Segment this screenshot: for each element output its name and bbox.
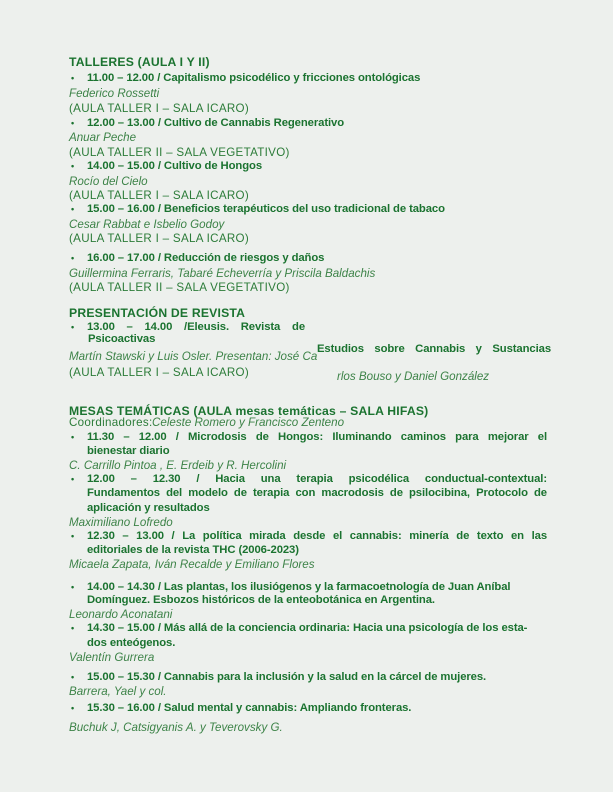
event-line: 14.00 – 15.00 / Cultivo de Hongos <box>87 160 263 172</box>
bullet-icon: • <box>71 431 75 442</box>
event-line: 15.00 – 16.00 / Beneficios terapéuticos del uso tradicional de tabaco <box>87 203 445 215</box>
speakers-line: rlos Bouso y Daniel González <box>337 369 490 383</box>
bullet-icon: • <box>71 117 75 128</box>
speakers-line: Maximiliano Lofredo <box>69 515 173 529</box>
bullet-icon: • <box>71 161 75 171</box>
speakers-line: Martín Stawski y Luis Osler. Presentan: José Ca <box>69 349 318 363</box>
bullet-icon: • <box>71 204 75 214</box>
venue-line: (AULA TALLER II – SALA VEGETATIVO) <box>69 281 290 294</box>
event-line: 11.30 – 12.00 / Microdosis de Hongos: Iluminando caminos para mejorar el <box>87 430 547 443</box>
speakers-line: C. Carrillo Pintoa , E. Erdeib y R. Hercolini <box>69 459 287 472</box>
venue-line: (AULA TALLER I – SALA ICARO) <box>69 189 250 202</box>
event-line-cont: editoriales de la revista THC (2006-2023) <box>87 544 299 556</box>
event-line: 12.30 – 13.00 / La política mirada desde el cannabis: minería de texto en las <box>87 530 547 542</box>
event-line: 13.00 – 14.00 /Eleusis. Revista de <box>87 320 305 333</box>
venue-line: (AULA TALLER I – SALA ICARO) <box>69 102 250 115</box>
section-title: MESAS TEMÁTICAS (AULA mesas temáticas – SALA HIFAS) <box>69 404 429 418</box>
speakers-line: Barrera, Yael y col. <box>69 684 167 698</box>
event-line-cont: aplicación y resultados <box>87 501 210 514</box>
event-line: 14.30 – 15.00 / Más allá de la conciencia ordinaria: Hacia una psicología de los esta- <box>87 622 528 634</box>
event-line: 11.00 – 12.00 / Capitalismo psicodélico y fricciones ontológicas <box>87 72 421 84</box>
section-title: TALLERES (AULA I Y II) <box>69 55 210 69</box>
event-line-cont: Fundamentos del modelo de terapia con macrodosis de psilocibina, Protocolo de <box>87 487 547 499</box>
bullet-icon: • <box>71 531 75 541</box>
speakers-line: Micaela Zapata, Iván Recalde y Emiliano Flores <box>69 558 315 571</box>
speakers-line: Rocío del Cielo <box>69 174 148 188</box>
event-line: 12.00 – 12.30 / Hacia una terapia psicodélica conductual-contextual: <box>87 473 547 485</box>
speakers-line: Federico Rossetti <box>69 87 160 100</box>
event-line-cont: dos enteógenos. <box>87 636 176 649</box>
bullet-icon: • <box>71 671 75 682</box>
coordinators-label: Coordinadores: <box>69 415 153 429</box>
event-line: 16.00 – 17.00 / Reducción de riesgos y daños <box>87 252 325 264</box>
speakers-line: Cesar Rabbat e Isbelio Godoy <box>69 217 225 231</box>
event-line-cont: Domínguez. Esbozos históricos de la enteobotánica en Argentina. <box>87 594 435 606</box>
venue-line: (AULA TALLER I – SALA ICARO) <box>69 232 250 245</box>
bullet-icon: • <box>71 321 75 332</box>
venue-line: (AULA TALLER II – SALA VEGETATIVO) <box>69 145 290 159</box>
event-line-cont: Psicoactivas <box>88 332 156 345</box>
event-line: 15.30 – 16.00 / Salud mental y cannabis: Ampliando fronteras. <box>87 702 412 714</box>
event-line-cont: Estudios sobre Cannabis y Sustancias <box>317 342 551 355</box>
speakers-line: Guillermina Ferraris, Tabaré Echeverría y Priscila Baldachis <box>69 266 376 280</box>
section-title: PRESENTACIÓN DE REVISTA <box>69 306 246 320</box>
event-line: 12.00 – 13.00 / Cultivo de Cannabis Regenerativo <box>87 116 345 129</box>
event-line: 15.00 – 15.30 / Cannabis para la inclusión y la salud en la cárcel de mujeres. <box>87 670 487 683</box>
bullet-icon: • <box>71 623 75 633</box>
bullet-icon: • <box>71 474 75 484</box>
event-line: 14.00 – 14.30 / Las plantas, los ilusiógenos y la farmacoetnología de Juan Aníbal <box>87 580 511 593</box>
event-line-cont: bienestar diario <box>87 445 170 457</box>
bullet-icon: • <box>71 703 75 713</box>
bullet-icon: • <box>71 581 75 592</box>
speakers-line: Leonardo Aconatani <box>69 608 173 621</box>
coordinators-names: Celeste Romero y Francisco Zenteno <box>152 415 345 429</box>
bullet-icon: • <box>71 253 75 263</box>
bullet-icon: • <box>71 73 75 83</box>
venue-line: (AULA TALLER I – SALA ICARO) <box>69 365 250 379</box>
speakers-line: Buchuk J, Catsigyanis A. y Teverovsky G. <box>69 721 283 734</box>
speakers-line: Anuar Peche <box>69 131 137 144</box>
speakers-line: Valentín Gurrera <box>69 650 155 664</box>
